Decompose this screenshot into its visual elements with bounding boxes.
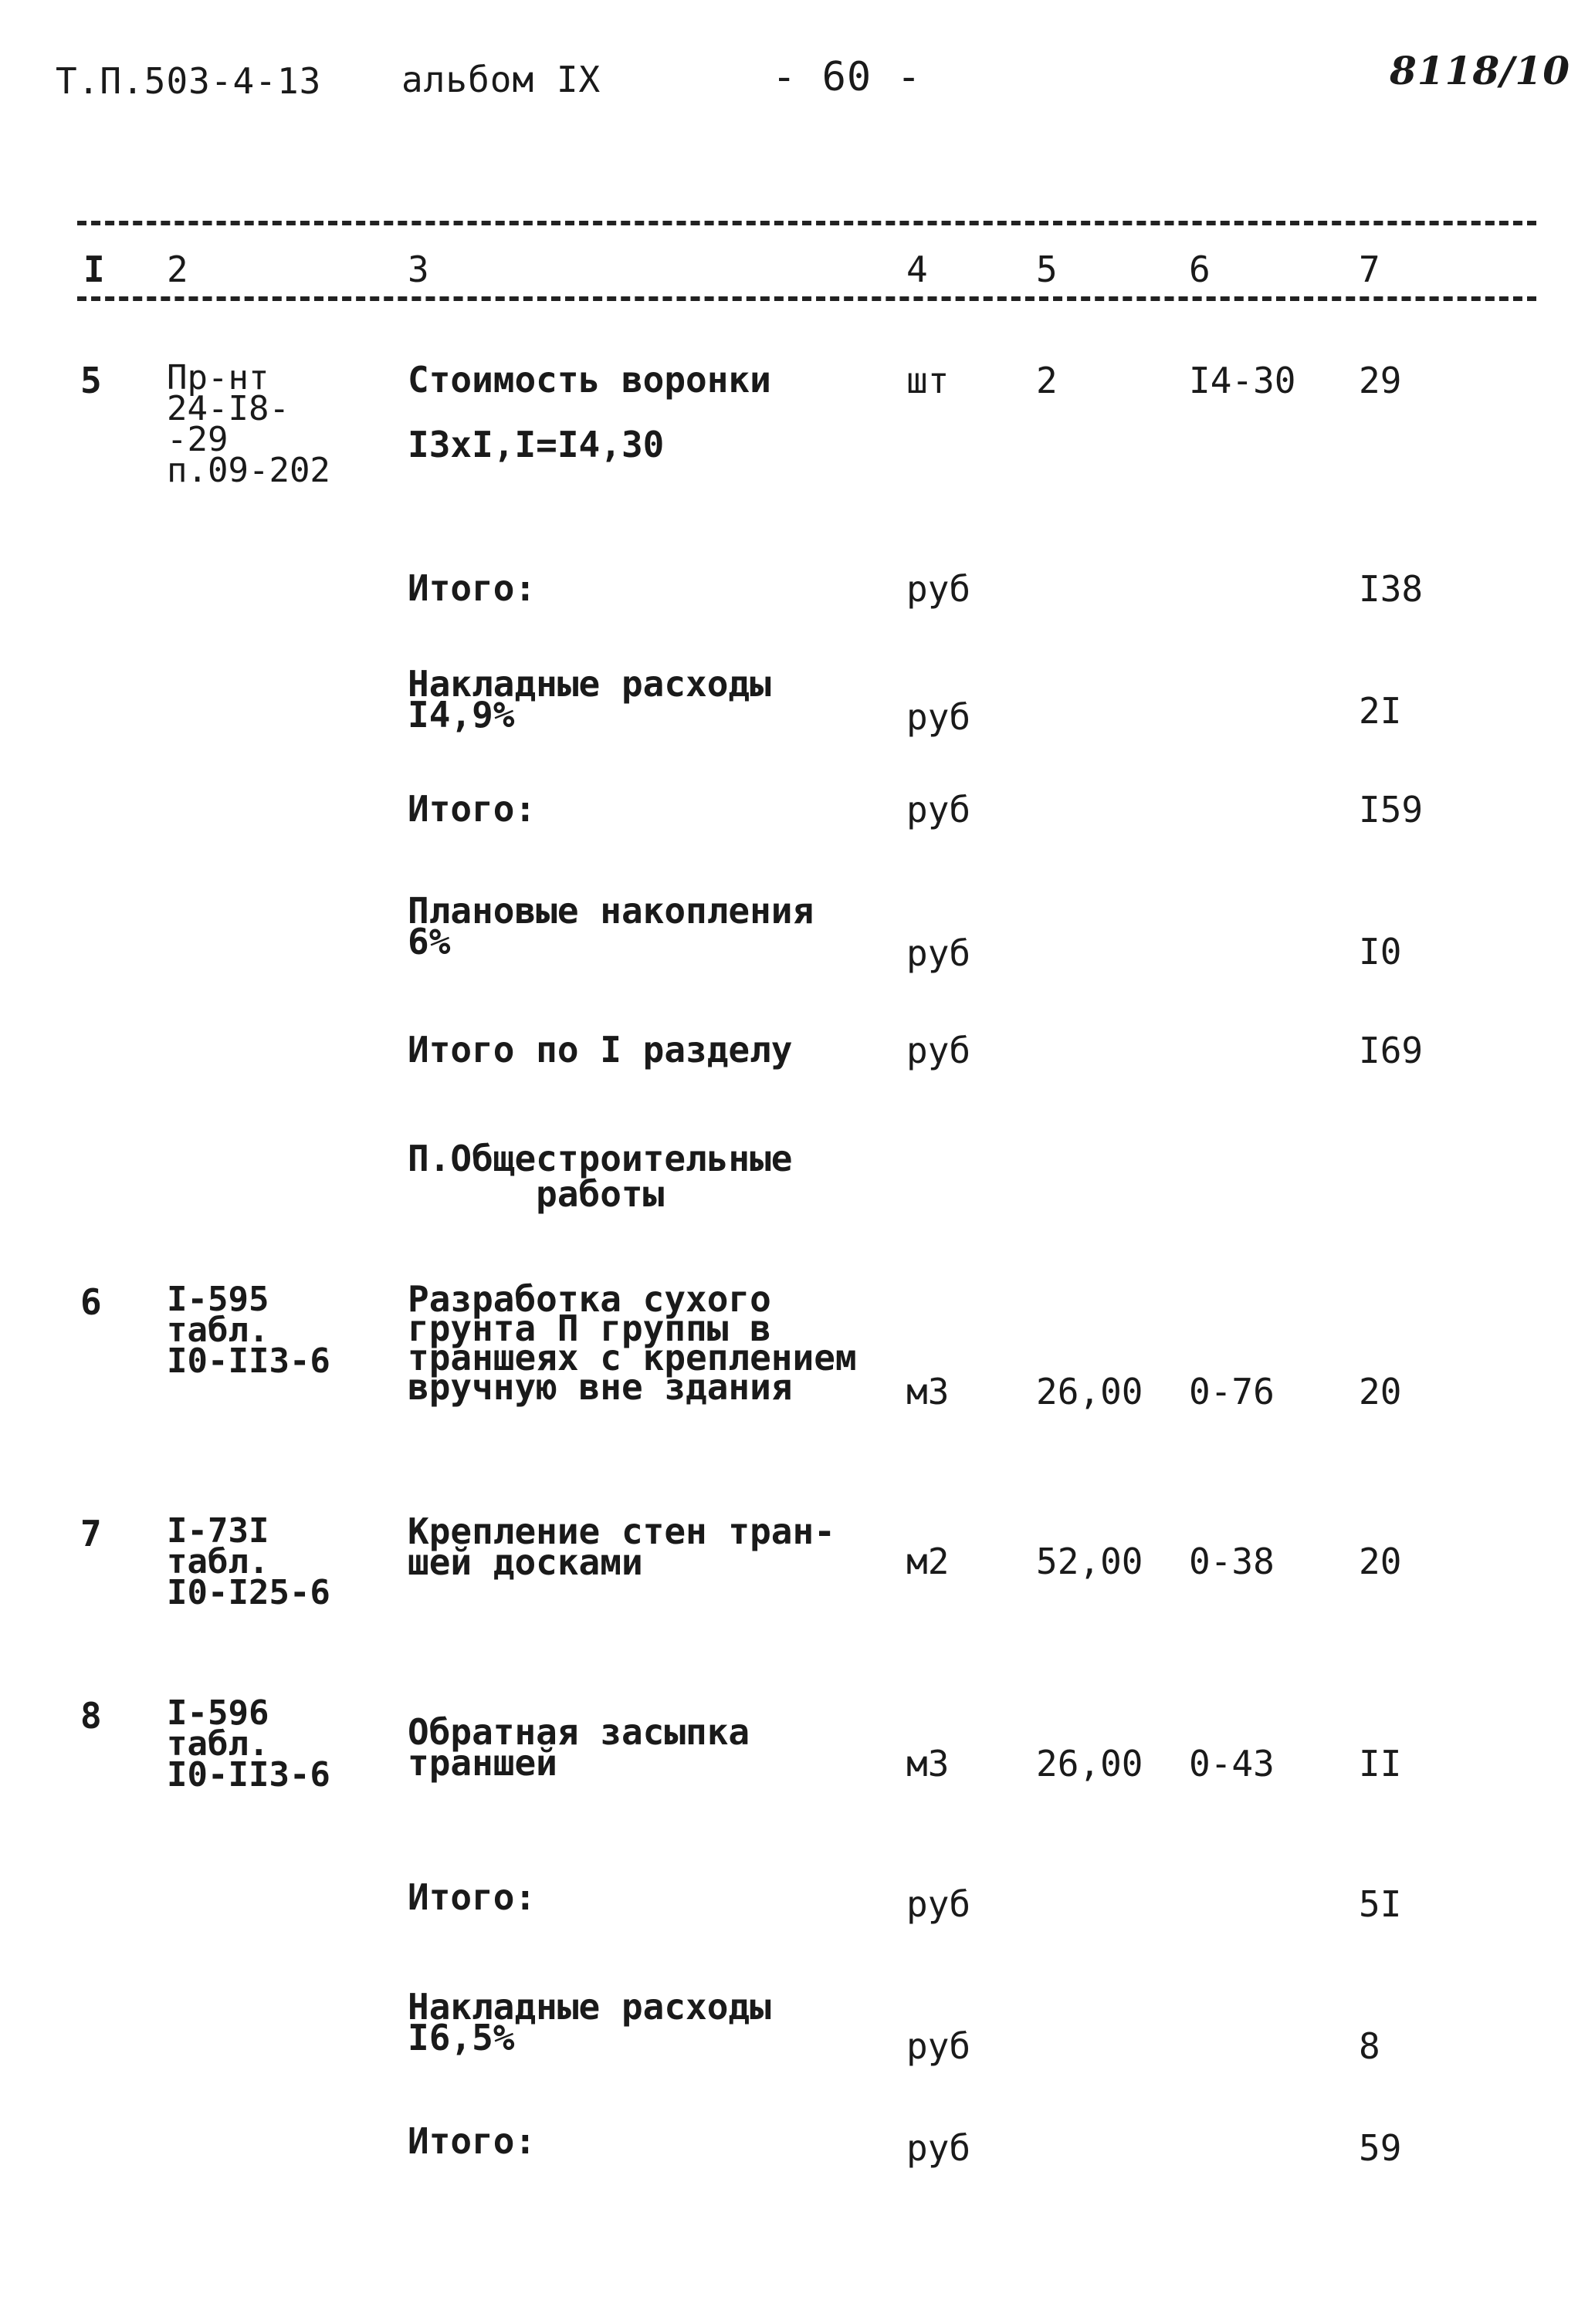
total-cost: II — [1359, 1743, 1402, 1784]
subtotal-label: Итого: — [408, 1876, 537, 1918]
document-reference: Т.П.503-4-13 — [56, 60, 322, 102]
unit: руб — [906, 696, 971, 738]
rate-code: I-596 табл. I0-II3-6 — [167, 1693, 330, 1795]
section-total-label: Итого по I разделу — [408, 1029, 793, 1071]
archive-stamp: 8118/10 — [1390, 48, 1571, 93]
total-cost: I69 — [1359, 1030, 1424, 1071]
unit: руб — [906, 568, 971, 610]
subtotal-label: Итого: — [408, 2120, 537, 2162]
row-number: 8 — [80, 1695, 102, 1737]
subtotal-label: Итого: — [408, 788, 537, 830]
planned-savings-label: Плановые накопления 6% — [408, 890, 814, 962]
overhead-label: Накладные расходы I4,9% — [408, 663, 771, 736]
table-top-rule — [77, 221, 1536, 225]
total-cost: 5I — [1359, 1883, 1402, 1925]
work-description: Разработка сухого грунта П группы в траншеях с креплением вручную вне здания — [408, 1278, 857, 1408]
total-cost: I59 — [1359, 789, 1424, 830]
unit: руб — [906, 932, 971, 974]
total-cost: 8 — [1359, 2025, 1380, 2067]
unit-price: I4-30 — [1189, 360, 1296, 401]
column-number-4: 4 — [906, 249, 928, 290]
unit-price: 0-38 — [1189, 1541, 1275, 1582]
work-description: Крепление стен тран- шей досками — [408, 1510, 835, 1583]
column-number-2: 2 — [167, 249, 188, 290]
total-cost: 20 — [1359, 1541, 1402, 1582]
table-header-rule — [77, 296, 1536, 301]
row-number: 7 — [80, 1513, 102, 1554]
rate-code: I-595 табл. I0-II3-6 — [167, 1280, 330, 1381]
column-number-6: 6 — [1189, 249, 1211, 290]
page-number: - 60 - — [772, 54, 922, 100]
total-cost: I38 — [1359, 568, 1424, 610]
total-cost: 59 — [1359, 2127, 1402, 2169]
quantity: 52,00 — [1036, 1541, 1143, 1582]
unit: руб — [906, 1883, 971, 1925]
total-cost: 20 — [1359, 1371, 1402, 1412]
unit: руб — [906, 2127, 971, 2169]
work-description: Стоимость воронки I3хI,I=I4,30 — [408, 359, 771, 465]
unit: м3 — [906, 1371, 950, 1412]
album-label: альбом IX — [401, 59, 601, 100]
unit: м3 — [906, 1743, 950, 1784]
column-number-7: 7 — [1359, 249, 1380, 290]
unit-price: 0-76 — [1189, 1371, 1275, 1412]
unit: шт — [906, 360, 950, 401]
unit: м2 — [906, 1541, 950, 1582]
column-number-5: 5 — [1036, 249, 1058, 290]
row-number: 6 — [80, 1281, 102, 1323]
quantity: 26,00 — [1036, 1371, 1143, 1412]
column-number-3: 3 — [408, 249, 429, 290]
total-cost: I0 — [1359, 931, 1402, 973]
row-number: 5 — [80, 360, 102, 401]
section-heading: П.Общестроительные работы — [408, 1138, 793, 1215]
unit-price: 0-43 — [1189, 1743, 1275, 1784]
overhead-label: Накладные расходы I6,5% — [408, 1986, 771, 2058]
rate-code: I-73I табл. I0-I25-6 — [167, 1511, 330, 1612]
total-cost: 2I — [1359, 690, 1402, 732]
subtotal-label: Итого: — [408, 567, 537, 609]
column-number-1: I — [83, 249, 105, 290]
total-cost: 29 — [1359, 360, 1402, 401]
rate-code: Пр-нт 24-I8- -29 п.09-202 — [167, 358, 330, 490]
unit: руб — [906, 2025, 971, 2067]
work-description: Обратная засыпка траншей — [408, 1711, 750, 1784]
quantity: 26,00 — [1036, 1743, 1143, 1784]
quantity: 2 — [1036, 360, 1058, 401]
unit: руб — [906, 789, 971, 830]
unit: руб — [906, 1030, 971, 1071]
